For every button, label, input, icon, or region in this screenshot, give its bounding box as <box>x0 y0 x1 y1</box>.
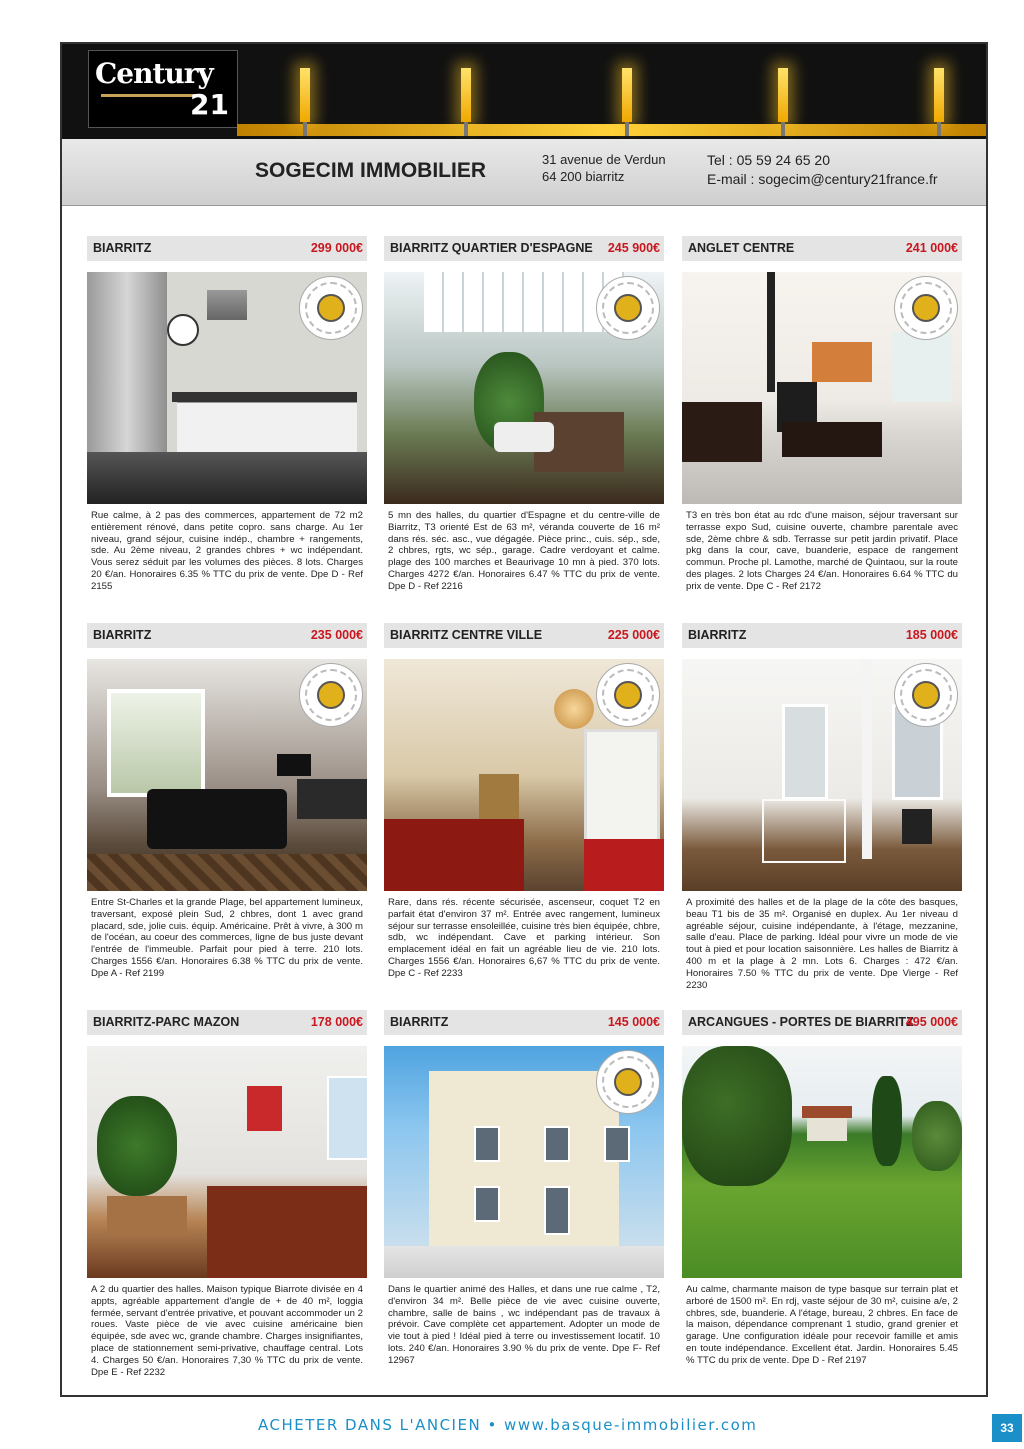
listing-city: BIARRITZ <box>93 628 152 642</box>
lamp-stem <box>625 122 629 136</box>
listing-price: 178 000€ <box>310 1015 363 1029</box>
agency-name: SOGECIM IMMOBILIER <box>255 159 486 182</box>
footer-text[interactable]: ACHETER DANS L'ANCIEN • www.basque-immobilier.com <box>258 1416 758 1434</box>
listing-city: BIARRITZ <box>688 628 747 642</box>
logo-number: 21 <box>190 88 229 121</box>
listing-photo[interactable] <box>87 659 367 891</box>
lamp-icon <box>778 68 788 122</box>
listing-header <box>682 236 962 261</box>
listing-photo[interactable] <box>87 1046 367 1278</box>
lamp-stem <box>781 122 785 136</box>
exclusive-sale-seal-icon <box>299 276 363 340</box>
listing-photo[interactable] <box>384 1046 664 1278</box>
phone-number: Tel : 05 59 24 65 20 <box>707 152 830 168</box>
address-line-1: 31 avenue de Verdun <box>542 152 666 167</box>
lamp-stem <box>464 122 468 136</box>
lamp-stem <box>303 122 307 136</box>
exclusive-sale-seal-icon <box>596 663 660 727</box>
listing-header <box>682 623 962 648</box>
listing-header <box>87 236 367 261</box>
listing-price: 185 000€ <box>905 628 958 642</box>
listing-city: ANGLET CENTRE <box>688 241 795 255</box>
page-footer <box>0 1410 1024 1449</box>
listing-price: 235 000€ <box>310 628 363 642</box>
exclusive-sale-seal-icon <box>894 276 958 340</box>
listing-description: A 2 du quartier des halles. Maison typique Biarrote divisée en 4 appts, agréable appartement d'angle de + de 40 m², loggia fermée, servant d'entrée privative, et pouvant accommoder un 2 roues. Vaste pièce de vie avec cuisine américaine bien équipée, sde avec wc, grande chambre. Charges insignifiantes, place de stationnement semi-privative, chauffage central. Lots 4. Charges 50 €/an. Honoraires 7,30 % TTC du prix de vente. Dpe E - Ref 2232 <box>91 1284 363 1378</box>
listing-description: Dans le quartier animé des Halles, et dans une rue calme , T2, d'environ 34 m². Belle pièce de vie avec cuisine ouverte, chambre, salle de bains , wc indépendant pas de travaux à prévoir. Cave complète cet appartement. Adopter un mode de vie tout à pied ! Idéal pied à terre ou investissement locatif. 10 lots. 240 €/an. Honoraires 3.90 % du prix de vente. Dpe F- Ref 12967 <box>388 1284 660 1366</box>
listing-header <box>384 623 664 648</box>
listing-header <box>384 236 664 261</box>
listing-city: ARCANGUES - PORTES DE BIARRITZ <box>688 1015 914 1029</box>
exclusive-sale-seal-icon <box>596 276 660 340</box>
address-line-2: 64 200 biarritz <box>542 169 625 184</box>
listing-description: A proximité des halles et de la plage de la côte des basques, beau T1 bis de 35 m². Organisé en duplex. Au 1er niveau d agréable séjour, cuisine indépendante, à l'étage, mezzanine, salle d'eau. Place de parking. Idéal pour vivre un mode de vie tout à pied et pour location saisonnière. Les halles de Biarritz à 400 m et la plage à 2 mn. Lots 6. Charges : 472 €/an. Honoraires 7.50 % TTC du prix de vente. Dpe Vierge - Ref 2230 <box>686 897 958 991</box>
lamp-icon <box>934 68 944 122</box>
listing-photo[interactable] <box>384 272 664 504</box>
listing-header <box>87 1010 367 1035</box>
agency-address <box>542 151 666 185</box>
lamp-icon <box>622 68 632 122</box>
agency-contact <box>707 151 938 189</box>
logo-roof-shape <box>101 94 199 109</box>
listing-price: 299 000€ <box>310 241 363 255</box>
agency-info-bar <box>62 139 986 206</box>
email-address[interactable]: E-mail : sogecim@century21france.fr <box>707 171 938 187</box>
listing-description: T3 en très bon état au rdc d'une maison, séjour traversant sur terrasse expo Sud, cuisine ouverte, chambre parentale avec sde, 2ème chbre & sdb. Terrasse sur petit jardin privatif. Place pkg dans la cour, cave, buanderie, espace de rangement commun. Proche pl. Lamothe, marché de Quintaou, sur la route des plages. 2 lots Charges 24 €/an. Honoraires 6.64 % TTC du prix de vente. Dpe C - Ref 2172 <box>686 510 958 592</box>
lamp-stem <box>937 122 941 136</box>
listing-price: 495 000€ <box>905 1015 958 1029</box>
exclusive-sale-seal-icon <box>596 1050 660 1114</box>
listing-description: Rue calme, à 2 pas des commerces, appartement de 72 m2 entièrement rénové, dans petite copro. sans charge. Au 1er niveau, grand séjour, cuisine indép., chambre + rangements, sde. Au 2ème niveau, 2 grandes chbres + wc indépendant. Vous serez séduit par les volumes des pièces. 8 lots. Charges 20 €/an. Honoraires 6.35 % TTC du prix de vente. Dpe D - Ref 2155 <box>91 510 363 592</box>
listing-photo[interactable] <box>384 659 664 891</box>
gold-band <box>237 124 986 136</box>
listing-photo[interactable] <box>87 272 367 504</box>
exclusive-sale-seal-icon <box>299 663 363 727</box>
listing-description: Entre St-Charles et la grande Plage, bel appartement lumineux, traversant, exposé plein Sud, 2 chbres, dont 1 avec grand placard, sde, jolie cuis. équip. Américaine. Prêt à vivre, à 300 m de l'océan, au coeur des commerces, ligne de bus juste devant l'entrée de l'immeuble. Parfait pour pied à terre. 210 lots. Charges 1556 €/an. Honoraires 6.38 % TTC du prix de vente. Dpe A - Ref 2199 <box>91 897 363 979</box>
logo-wordmark: Century <box>95 57 213 90</box>
listing-city: BIARRITZ <box>390 1015 449 1029</box>
page-number: 33 <box>992 1414 1022 1442</box>
listing-photo[interactable] <box>682 659 962 891</box>
listing-price: 145 000€ <box>607 1015 660 1029</box>
listing-description: Au calme, charmante maison de type basque sur terrain plat et arboré de 1500 m². En rdj, vaste séjour de 30 m², cuisine a/e, 2 chbres, sde, buanderie. A l'étage, bureau, 2 chbres. En face de la maison, dépendance comprenant 1 studio, grand grenier et garage. Une configuration idéale pour recevoir famille et amis en toute indépendance. Excellent état. Jardin. Honoraires 5.45 % TTC du prix de vente. Dpe D - Ref 2197 <box>686 1284 958 1366</box>
listing-city: BIARRITZ-PARC MAZON <box>93 1015 240 1029</box>
header-banner <box>62 44 986 139</box>
listing-city: BIARRITZ QUARTIER D'ESPAGNE <box>390 241 593 255</box>
listing-city: BIARRITZ <box>93 241 152 255</box>
lamp-icon <box>300 68 310 122</box>
listing-description: 5 mn des halles, du quartier d'Espagne et du centre-ville de Biarritz, T3 orienté Est de 63 m², véranda couverte de 16 m² dans rés. séc. asc., vue dégagée. Pièce princ., cuis. sép., sde, 2 chbres, rgts, wc sép., garage. Cadre verdoyant et calme. plage des 100 marches et Beaurivage 10 mn à pied. 370 lots. Charges 4272 €/an. Honoraires 6.47 % TTC du prix de vente. Dpe D - Ref 2216 <box>388 510 660 592</box>
listing-header <box>384 1010 664 1035</box>
listing-city: BIARRITZ CENTRE VILLE <box>390 628 543 642</box>
lamp-icon <box>461 68 471 122</box>
listing-photo[interactable] <box>682 272 962 504</box>
listing-header <box>682 1010 962 1035</box>
listing-description: Rare, dans rés. récente sécurisée, ascenseur, coquet T2 en parfait état d'environ 37 m². Entrée avec rangement, lumineux séjour sur terrasse ensoleillée, cuisine très bien équipée, chbre, sdb, wc indépendant. Cave et parking intérieur. Son emplacement idéal en fait un agréable lieu de vie. 210 lots. Charges 1556 €/an. Honoraires 6,67 % TTC du prix de vente. Dpe C - Ref 2233 <box>388 897 660 979</box>
listing-price: 241 000€ <box>905 241 958 255</box>
exclusive-sale-seal-icon <box>894 663 958 727</box>
listing-price: 225 000€ <box>607 628 660 642</box>
century21-logo <box>88 50 238 128</box>
listing-header <box>87 623 367 648</box>
listing-price: 245 900€ <box>607 241 660 255</box>
listing-photo[interactable] <box>682 1046 962 1278</box>
